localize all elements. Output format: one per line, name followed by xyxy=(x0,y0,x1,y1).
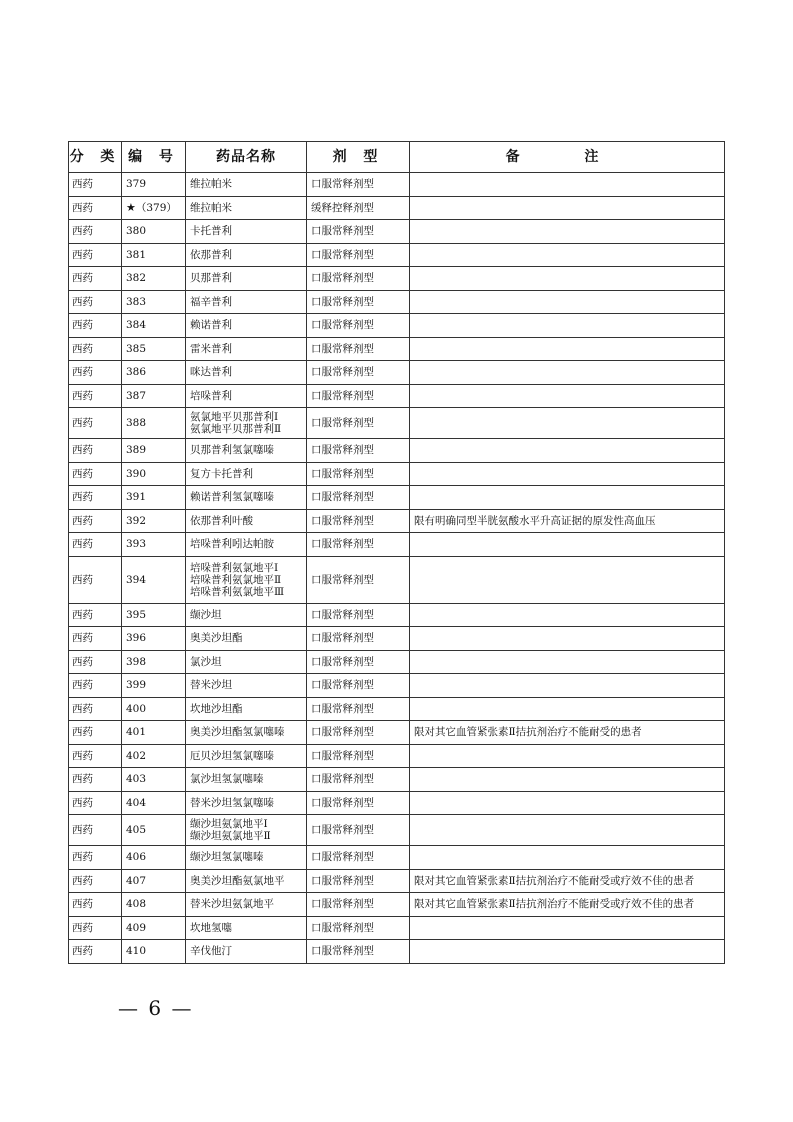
cell-number-text: 390 xyxy=(126,467,147,480)
table-row xyxy=(69,267,725,291)
cell-number xyxy=(122,337,186,361)
table-row xyxy=(69,650,725,674)
cell-category: 西药 xyxy=(69,603,122,627)
cell-number-text: 409 xyxy=(126,921,147,934)
cell-dosage-form: 口服常释剂型 xyxy=(307,869,410,893)
cell-dosage-form: 口服常释剂型 xyxy=(307,893,410,917)
cell-dosage-form: 口服常释剂型 xyxy=(307,791,410,815)
cell-category: 西药 xyxy=(69,243,122,267)
cell-drug-name xyxy=(186,267,307,291)
cell-remarks xyxy=(410,462,725,486)
cell-number-text: 407 xyxy=(126,874,147,887)
cell-drug-name xyxy=(186,408,307,439)
cell-remarks xyxy=(410,815,725,846)
drug-name-line: 氯沙坦氢氯噻嗪 xyxy=(190,773,264,786)
drug-list-table xyxy=(68,141,725,964)
cell-number xyxy=(122,486,186,510)
cell-drug-name xyxy=(186,603,307,627)
cell-category: 西药 xyxy=(69,744,122,768)
page-number: — 6 — xyxy=(118,996,194,1020)
table-row xyxy=(69,869,725,893)
cell-number xyxy=(122,173,186,197)
cell-drug-name xyxy=(186,314,307,338)
cell-number xyxy=(122,940,186,964)
cell-number-text: 402 xyxy=(126,749,147,762)
cell-number xyxy=(122,533,186,557)
cell-category: 西药 xyxy=(69,721,122,745)
drug-name-line: 卡托普利 xyxy=(190,225,232,238)
cell-dosage-form: 口服常释剂型 xyxy=(307,846,410,870)
table-row xyxy=(69,556,725,603)
cell-dosage-form: 口服常释剂型 xyxy=(307,650,410,674)
cell-number-text: 384 xyxy=(126,319,147,332)
cell-dosage-form: 口服常释剂型 xyxy=(307,361,410,385)
drug-name-line: 替米沙坦氨氯地平 xyxy=(190,898,274,911)
table-row xyxy=(69,486,725,510)
cell-remarks xyxy=(410,744,725,768)
cell-drug-name xyxy=(186,384,307,408)
cell-number xyxy=(122,384,186,408)
drug-name-line: 替米沙坦 xyxy=(190,679,232,692)
cell-drug-name xyxy=(186,721,307,745)
cell-number-text: 387 xyxy=(126,389,147,402)
cell-category: 西药 xyxy=(69,509,122,533)
cell-number-text: 408 xyxy=(126,898,147,911)
cell-number xyxy=(122,893,186,917)
cell-number-text: 396 xyxy=(126,632,147,645)
cell-number-text: 395 xyxy=(126,608,147,621)
cell-category: 西药 xyxy=(69,650,122,674)
table-row xyxy=(69,462,725,486)
cell-number xyxy=(122,744,186,768)
cell-remarks xyxy=(410,196,725,220)
drug-name-line: 培哚普利 xyxy=(190,389,232,402)
cell-category: 西药 xyxy=(69,337,122,361)
cell-category: 西药 xyxy=(69,697,122,721)
table-row xyxy=(69,408,725,439)
cell-dosage-form: 口服常释剂型 xyxy=(307,768,410,792)
drug-name-line: 培哚普利氨氯地平Ⅲ xyxy=(190,585,285,598)
cell-number-text: 382 xyxy=(126,272,147,285)
cell-number xyxy=(122,509,186,533)
cell-number-text: 380 xyxy=(126,225,147,238)
cell-drug-name xyxy=(186,940,307,964)
drug-name-line: 贝那普利 xyxy=(190,272,232,285)
cell-category: 西药 xyxy=(69,196,122,220)
cell-drug-name xyxy=(186,220,307,244)
cell-dosage-form: 口服常释剂型 xyxy=(307,721,410,745)
cell-number xyxy=(122,721,186,745)
cell-category: 西药 xyxy=(69,220,122,244)
cell-dosage-form: 口服常释剂型 xyxy=(307,267,410,291)
cell-category: 西药 xyxy=(69,384,122,408)
cell-number-text: 388 xyxy=(126,417,147,429)
cell-remarks xyxy=(410,791,725,815)
cell-dosage-form: 口服常释剂型 xyxy=(307,556,410,603)
drug-name-line: 氨氯地平贝那普利Ⅰ xyxy=(190,411,279,423)
cell-dosage-form: 口服常释剂型 xyxy=(307,243,410,267)
cell-remarks xyxy=(410,674,725,698)
cell-number-text: 399 xyxy=(126,679,147,692)
cell-remarks xyxy=(410,267,725,291)
cell-number-text: 383 xyxy=(126,295,147,308)
cell-drug-name xyxy=(186,791,307,815)
cell-number-text: 400 xyxy=(126,702,147,715)
cell-category: 西药 xyxy=(69,290,122,314)
star-icon: ★ xyxy=(126,200,136,214)
cell-category: 西药 xyxy=(69,791,122,815)
drug-name-line: 缬沙坦氨氯地平Ⅱ xyxy=(190,830,271,842)
cell-remarks xyxy=(410,627,725,651)
cell-drug-name xyxy=(186,243,307,267)
cell-drug-name xyxy=(186,815,307,846)
cell-drug-name xyxy=(186,846,307,870)
cell-remarks xyxy=(410,486,725,510)
cell-dosage-form: 口服常释剂型 xyxy=(307,674,410,698)
cell-number xyxy=(122,650,186,674)
cell-drug-name xyxy=(186,173,307,197)
cell-remarks xyxy=(410,408,725,439)
table-row xyxy=(69,173,725,197)
cell-dosage-form: 口服常释剂型 xyxy=(307,940,410,964)
table-row xyxy=(69,721,725,745)
cell-number xyxy=(122,815,186,846)
table-row xyxy=(69,337,725,361)
cell-dosage-form: 口服常释剂型 xyxy=(307,173,410,197)
cell-drug-name xyxy=(186,650,307,674)
cell-remarks xyxy=(410,337,725,361)
table-body xyxy=(69,173,725,964)
cell-category: 西药 xyxy=(69,314,122,338)
cell-category: 西药 xyxy=(69,674,122,698)
cell-category: 西药 xyxy=(69,556,122,603)
cell-drug-name xyxy=(186,462,307,486)
cell-dosage-form: 口服常释剂型 xyxy=(307,337,410,361)
cell-number xyxy=(122,220,186,244)
cell-number-text: 386 xyxy=(126,366,147,379)
table-row xyxy=(69,439,725,463)
drug-name-line: 复方卡托普利 xyxy=(190,467,253,480)
cell-number xyxy=(122,869,186,893)
cell-number-text: （379） xyxy=(135,201,177,214)
cell-number-text: 406 xyxy=(126,851,147,864)
cell-number-text: 392 xyxy=(126,514,147,527)
cell-dosage-form: 口服常释剂型 xyxy=(307,916,410,940)
drug-name-line: 培哚普利氨氯地平Ⅰ xyxy=(190,561,279,574)
cell-drug-name xyxy=(186,916,307,940)
drug-name-line: 奥美沙坦酯氨氯地平 xyxy=(190,874,285,887)
cell-remarks xyxy=(410,697,725,721)
cell-number xyxy=(122,243,186,267)
cell-number-text: 379 xyxy=(126,178,147,191)
header-remarks: 备 注 xyxy=(410,142,725,173)
cell-drug-name xyxy=(186,627,307,651)
cell-dosage-form: 口服常释剂型 xyxy=(307,603,410,627)
drug-name-line: 缬沙坦 xyxy=(190,608,222,621)
cell-category: 西药 xyxy=(69,533,122,557)
drug-name-line: 奥美沙坦酯氢氯噻嗪 xyxy=(190,726,285,739)
cell-drug-name xyxy=(186,893,307,917)
cell-category: 西药 xyxy=(69,267,122,291)
cell-remarks xyxy=(410,650,725,674)
cell-remarks xyxy=(410,314,725,338)
drug-name-line: 培哚普利吲达帕胺 xyxy=(190,538,274,551)
cell-dosage-form: 口服常释剂型 xyxy=(307,462,410,486)
cell-remarks xyxy=(410,220,725,244)
table-row xyxy=(69,893,725,917)
cell-drug-name xyxy=(186,556,307,603)
cell-number xyxy=(122,462,186,486)
cell-dosage-form: 口服常释剂型 xyxy=(307,384,410,408)
cell-number xyxy=(122,916,186,940)
table-row xyxy=(69,290,725,314)
cell-dosage-form: 口服常释剂型 xyxy=(307,439,410,463)
drug-name-line: 奥美沙坦酯 xyxy=(190,632,243,645)
cell-dosage-form: 口服常释剂型 xyxy=(307,697,410,721)
drug-name-line: 坎地氢噻 xyxy=(190,921,232,934)
cell-drug-name xyxy=(186,337,307,361)
drug-name-line: 赖诺普利氢氯噻嗪 xyxy=(190,491,274,504)
table-row xyxy=(69,815,725,846)
cell-category: 西药 xyxy=(69,869,122,893)
cell-number xyxy=(122,290,186,314)
cell-remarks xyxy=(410,846,725,870)
cell-number xyxy=(122,846,186,870)
cell-dosage-form: 口服常释剂型 xyxy=(307,627,410,651)
cell-number xyxy=(122,627,186,651)
cell-category: 西药 xyxy=(69,768,122,792)
cell-number xyxy=(122,697,186,721)
cell-drug-name xyxy=(186,768,307,792)
cell-category: 西药 xyxy=(69,893,122,917)
cell-remarks xyxy=(410,533,725,557)
cell-number xyxy=(122,768,186,792)
cell-category: 西药 xyxy=(69,815,122,846)
cell-number-text: 410 xyxy=(126,945,147,958)
cell-number xyxy=(122,196,186,220)
cell-drug-name xyxy=(186,290,307,314)
table-row xyxy=(69,314,725,338)
table-row xyxy=(69,220,725,244)
cell-dosage-form: 口服常释剂型 xyxy=(307,314,410,338)
table-row xyxy=(69,627,725,651)
drug-name-line: 福辛普利 xyxy=(190,295,232,308)
drug-name-line: 依那普利 xyxy=(190,248,232,261)
cell-category: 西药 xyxy=(69,846,122,870)
cell-category: 西药 xyxy=(69,173,122,197)
cell-number xyxy=(122,439,186,463)
cell-dosage-form: 口服常释剂型 xyxy=(307,408,410,439)
table-row xyxy=(69,509,725,533)
cell-number-text: 405 xyxy=(126,824,147,836)
table-row xyxy=(69,846,725,870)
cell-remarks xyxy=(410,940,725,964)
drug-name-line: 培哚普利氨氯地平Ⅱ xyxy=(190,573,282,586)
cell-category: 西药 xyxy=(69,439,122,463)
cell-number-text: 389 xyxy=(126,444,147,457)
cell-category: 西药 xyxy=(69,486,122,510)
drug-name-line: 厄贝沙坦氢氯噻嗪 xyxy=(190,749,274,762)
drug-name-line: 咪达普利 xyxy=(190,366,232,379)
cell-dosage-form: 缓释控释剂型 xyxy=(307,196,410,220)
cell-remarks xyxy=(410,361,725,385)
cell-number-text: 385 xyxy=(126,342,147,355)
cell-remarks xyxy=(410,916,725,940)
cell-drug-name xyxy=(186,439,307,463)
cell-drug-name xyxy=(186,486,307,510)
table-row xyxy=(69,384,725,408)
cell-number-text: 403 xyxy=(126,773,147,786)
table-row xyxy=(69,940,725,964)
drug-name-line: 氨氯地平贝那普利Ⅱ xyxy=(190,423,282,435)
header-dosage-form: 剂 型 xyxy=(307,142,410,173)
table-row xyxy=(69,744,725,768)
cell-dosage-form: 口服常释剂型 xyxy=(307,509,410,533)
cell-number xyxy=(122,674,186,698)
cell-drug-name xyxy=(186,869,307,893)
cell-remarks: 限对其它血管紧张素Ⅱ拮抗剂治疗不能耐受或疗效不佳的患者 xyxy=(410,869,725,893)
cell-number-text: 398 xyxy=(126,655,147,668)
cell-remarks: 限有明确同型半胱氨酸水平升高证据的原发性高血压 xyxy=(410,509,725,533)
table-row xyxy=(69,603,725,627)
cell-remarks xyxy=(410,173,725,197)
cell-number xyxy=(122,267,186,291)
cell-remarks xyxy=(410,439,725,463)
drug-name-line: 辛伐他汀 xyxy=(190,945,232,958)
drug-name-line: 氯沙坦 xyxy=(190,655,222,668)
drug-name-line: 坎地沙坦酯 xyxy=(190,702,243,715)
cell-number xyxy=(122,361,186,385)
drug-name-line: 维拉帕米 xyxy=(190,178,232,191)
cell-remarks: 限对其它血管紧张素Ⅱ拮抗剂治疗不能耐受或疗效不佳的患者 xyxy=(410,893,725,917)
cell-number xyxy=(122,314,186,338)
cell-drug-name xyxy=(186,509,307,533)
drug-name-line: 依那普利叶酸 xyxy=(190,514,253,527)
cell-drug-name xyxy=(186,674,307,698)
drug-name-line: 缬沙坦氨氯地平Ⅰ xyxy=(190,818,268,830)
drug-name-line: 赖诺普利 xyxy=(190,319,232,332)
cell-category: 西药 xyxy=(69,408,122,439)
cell-number xyxy=(122,603,186,627)
cell-number-text: 393 xyxy=(126,538,147,551)
cell-number xyxy=(122,408,186,439)
cell-drug-name xyxy=(186,697,307,721)
cell-number-text: 394 xyxy=(126,573,147,586)
cell-category: 西药 xyxy=(69,916,122,940)
table-row xyxy=(69,916,725,940)
cell-category: 西药 xyxy=(69,940,122,964)
drug-name-line: 贝那普利氢氯噻嗪 xyxy=(190,444,274,457)
header-number: 编 号 xyxy=(122,142,186,173)
drug-name-line: 替米沙坦氢氯噻嗪 xyxy=(190,796,274,809)
cell-category: 西药 xyxy=(69,462,122,486)
cell-number-text: 381 xyxy=(126,248,147,261)
table-row xyxy=(69,243,725,267)
cell-drug-name xyxy=(186,361,307,385)
cell-dosage-form: 口服常释剂型 xyxy=(307,486,410,510)
cell-drug-name xyxy=(186,196,307,220)
drug-name-line: 雷米普利 xyxy=(190,342,232,355)
cell-category: 西药 xyxy=(69,361,122,385)
table-row xyxy=(69,196,725,220)
table-header-row xyxy=(69,142,725,173)
drug-name-line: 维拉帕米 xyxy=(190,201,232,214)
table-row xyxy=(69,533,725,557)
cell-remarks xyxy=(410,603,725,627)
cell-remarks xyxy=(410,556,725,603)
cell-number xyxy=(122,556,186,603)
table-row xyxy=(69,674,725,698)
cell-dosage-form: 口服常释剂型 xyxy=(307,533,410,557)
cell-number-text: 404 xyxy=(126,796,147,809)
table-row xyxy=(69,697,725,721)
header-drug-name: 药品名称 xyxy=(186,142,307,173)
cell-drug-name xyxy=(186,744,307,768)
cell-remarks xyxy=(410,768,725,792)
cell-dosage-form: 口服常释剂型 xyxy=(307,220,410,244)
cell-remarks: 限对其它血管紧张素Ⅱ拮抗剂治疗不能耐受的患者 xyxy=(410,721,725,745)
cell-remarks xyxy=(410,243,725,267)
table-row xyxy=(69,361,725,385)
cell-dosage-form: 口服常释剂型 xyxy=(307,744,410,768)
header-category: 分 类 xyxy=(69,142,122,173)
cell-remarks xyxy=(410,384,725,408)
drug-name-line: 缬沙坦氢氯噻嗪 xyxy=(190,851,264,864)
cell-category: 西药 xyxy=(69,627,122,651)
cell-dosage-form: 口服常释剂型 xyxy=(307,290,410,314)
table-row xyxy=(69,791,725,815)
cell-number xyxy=(122,791,186,815)
cell-remarks xyxy=(410,290,725,314)
cell-dosage-form: 口服常释剂型 xyxy=(307,815,410,846)
cell-drug-name xyxy=(186,533,307,557)
cell-number-text: 401 xyxy=(126,726,147,739)
cell-number-text: 391 xyxy=(126,491,147,504)
table-row xyxy=(69,768,725,792)
